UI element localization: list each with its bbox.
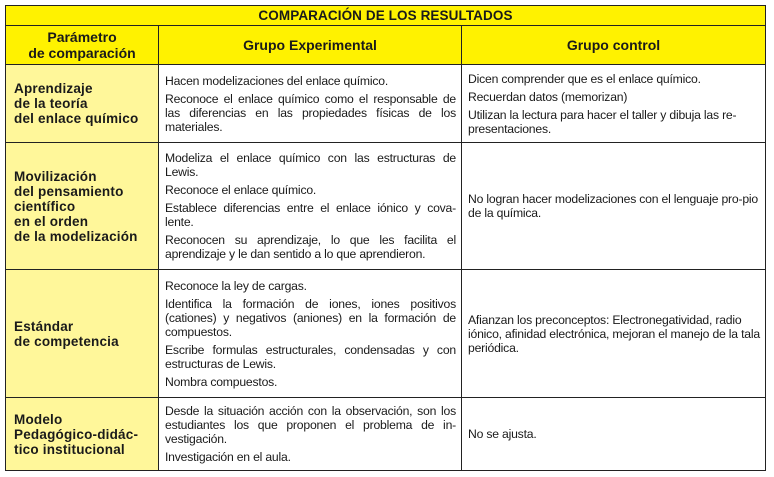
parameter-line: del enlace químico xyxy=(14,111,139,126)
parameter-cell xyxy=(6,398,159,471)
parameter-line: en el orden xyxy=(14,213,89,229)
experimental-item: Investigación en el aula. xyxy=(165,450,291,464)
control-cell xyxy=(462,65,766,143)
parameter-line: Aprendizaje xyxy=(14,81,93,96)
parameter-line: Pedagógico-didác- xyxy=(14,426,139,442)
experimental-item: Reconoce la ley de cargas. xyxy=(165,278,307,293)
control-item: Utilizan la lectura para hacer el taller y dibuja las re-presentaciones. xyxy=(468,107,737,136)
table-row xyxy=(6,398,766,471)
parameter-line: del pensamiento xyxy=(14,183,124,199)
title-row xyxy=(6,6,766,26)
experimental-item: Hacen modelizaciones del enlace químico. xyxy=(165,73,389,88)
control-item: Afianzan los preconceptos: Electronegatividad, radio iónico, afinidad electrónica, mejoran el manejo de la tala periódica. xyxy=(468,312,760,355)
parameter-line: Modelo xyxy=(14,411,63,427)
control-cell xyxy=(462,143,766,270)
parameter-line: tico institucional xyxy=(14,441,125,457)
experimental-item: Reconoce el enlace químico. xyxy=(165,183,317,197)
control-cell xyxy=(462,270,766,398)
experimental-item: Identifica la formación de iones, iones positivos (cationes) y negativos (aniones) en la formación de compuestos. xyxy=(165,296,456,339)
header-control: Grupo control xyxy=(462,26,766,65)
control-item: Dicen comprender que es el enlace químico. xyxy=(468,71,701,86)
parameter-line: Estándar xyxy=(14,318,74,334)
control-item: No logran hacer modelizaciones con el lenguaje pro-pio de la química. xyxy=(468,192,759,220)
experimental-cell xyxy=(159,143,462,270)
control-cell xyxy=(462,398,766,471)
header-parameter xyxy=(6,26,159,65)
experimental-cell xyxy=(159,270,462,398)
header-parameter-line: de comparación xyxy=(28,45,136,61)
parameter-line: Movilización xyxy=(14,168,97,184)
experimental-cell xyxy=(159,65,462,143)
experimental-item: Modeliza el enlace químico con las estructuras de Lewis. xyxy=(165,151,456,179)
table-row xyxy=(6,270,766,398)
parameter-line: de la teoría xyxy=(14,96,88,111)
table-row xyxy=(6,143,766,270)
parameter-cell xyxy=(6,270,159,398)
parameter-cell xyxy=(6,143,159,270)
experimental-item: Reconoce el enlace químico como el responsable de las diferencias en las propiedades físicas de los materiales. xyxy=(165,91,456,134)
experimental-item: Reconocen su aprendizaje, lo que les facilita el aprendizaje y le dan sentido a lo que aprendieron. xyxy=(165,233,456,261)
experimental-item: Escribe formulas estructurales, condensadas y con estructuras de Lewis. xyxy=(165,342,456,371)
parameter-line: de competencia xyxy=(14,333,119,349)
table-title: COMPARACIÓN DE LOS RESULTADOS xyxy=(6,6,766,26)
parameter-line: de la modelización xyxy=(14,228,138,244)
table-row xyxy=(6,65,766,143)
experimental-item: Desde la situación acción con la observación, son los estudiantes los que proponen el problema de in-vestigación. xyxy=(165,404,456,446)
control-item: No se ajusta. xyxy=(468,427,537,441)
header-experimental: Grupo Experimental xyxy=(159,26,462,65)
experimental-item: Nombra compuestos. xyxy=(165,374,278,389)
comparison-table xyxy=(5,5,766,471)
header-parameter-line: Parámetro xyxy=(47,29,117,45)
parameter-line: científico xyxy=(14,198,76,214)
parameter-cell xyxy=(6,65,159,143)
experimental-item: Establece diferencias entre el enlace iónico y cova-lente. xyxy=(165,201,456,229)
header-row xyxy=(6,26,766,65)
experimental-cell xyxy=(159,398,462,471)
control-item: Recuerdan datos (memorizan) xyxy=(468,89,628,104)
